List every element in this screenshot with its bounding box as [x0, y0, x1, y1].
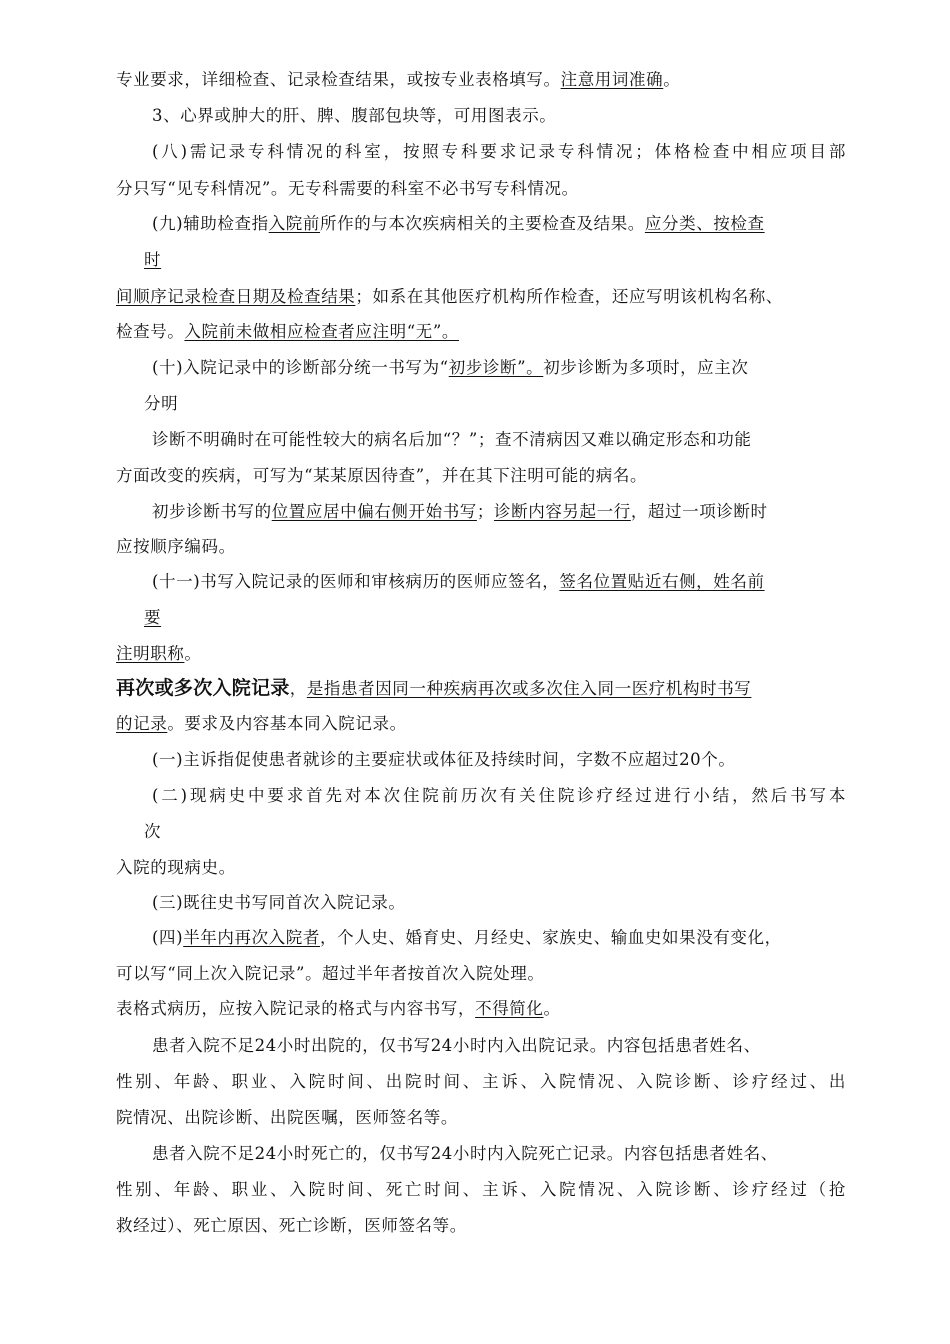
- text-line: [116, 464, 647, 488]
- text-line: [116, 1070, 846, 1094]
- text-run: ，个人史、婚育史、月经史、家族史、输血史如果没有变化，: [320, 928, 782, 947]
- text-run: ，超过一项诊断时: [630, 502, 768, 521]
- text-run: (四): [152, 928, 184, 947]
- underlined-text: 半年内再次入院者: [183, 928, 320, 947]
- text-run: 诊断不明确时在可能性较大的病名后加“？”；查不清病因又难以确定形态和功能: [152, 430, 752, 449]
- underlined-text: 注意用词准确: [560, 70, 664, 89]
- text-line: [144, 820, 161, 844]
- text-run: ；如系在其他医疗机构所作检查，还应写明该机构名称、: [355, 287, 783, 306]
- text-line: [116, 68, 680, 92]
- text-run: 分只写“见专科情况”。无专科需要的科室不必书写专科情况。: [116, 179, 579, 198]
- text-run: 患者入院不足24小时死亡的，仅书写24小时内入院死亡记录。内容包括患者姓名、: [152, 1144, 778, 1163]
- text-run: 应按顺序编码。: [116, 537, 236, 556]
- text-run: 方面改变的疾病，可写为“某某原因待查”，并在其下注明可能的病名。: [116, 466, 648, 485]
- text-run: (九)辅助检查指: [152, 214, 269, 233]
- text-run: 院情况、出院诊断、出院医嘱，医师签名等。: [116, 1108, 458, 1127]
- text-line: [116, 1106, 458, 1130]
- text-run: 入院的现病史。: [116, 858, 236, 877]
- text-run: 。要求及内容基本同入院记录。: [167, 714, 407, 733]
- text-run: 次: [144, 822, 162, 841]
- text-line: [152, 926, 782, 950]
- underlined-text: 的记录: [116, 714, 168, 733]
- text-run: 专业要求，详细检查、记录检查结果，或按专业表格填写。: [116, 70, 561, 89]
- underlined-text: 入院前: [268, 214, 320, 233]
- text-run: 。: [184, 644, 202, 663]
- text-line: [152, 428, 751, 452]
- text-run: ；: [476, 502, 495, 521]
- text-run: (十)入院记录中的诊断部分统一书写为“: [152, 358, 449, 377]
- text-run: (一)主诉指促使患者就诊的主要症状或体征及持续时间，字数不应超过20个。: [152, 750, 736, 769]
- text-line: [116, 320, 459, 344]
- text-line: [152, 140, 846, 164]
- text-run: (三)既往史书写同首次入院记录。: [152, 893, 406, 912]
- underlined-text: 要: [144, 608, 162, 627]
- underlined-text: 时: [144, 250, 162, 269]
- text-line: [116, 997, 561, 1021]
- text-line: [152, 500, 768, 524]
- underlined-text: 签名位置贴近右侧，姓名前: [559, 572, 765, 591]
- text-line: [116, 962, 544, 986]
- text-run: 救经过）、死亡原因、死亡诊断，医师签名等。: [116, 1216, 467, 1235]
- text-line: [152, 570, 765, 594]
- text-run: 分明: [144, 394, 179, 413]
- text-line: [152, 891, 405, 915]
- section-heading: 再次或多次入院记录: [116, 677, 290, 699]
- text-line: [144, 606, 161, 630]
- text-run: 表格式病历，应按入院记录的格式与内容书写，: [116, 999, 476, 1018]
- text-run: 性别、年龄、职业、入院时间、出院时间、主诉、入院情况、入院诊断、诊疗经过、出: [116, 1072, 846, 1091]
- text-line: [116, 177, 579, 201]
- text-run: 检查号。: [116, 322, 185, 341]
- text-run: ，: [289, 679, 307, 698]
- text-run: 性别、年龄、职业、入院时间、死亡时间、主诉、入院情况、入院诊断、诊疗经过（抢: [116, 1180, 846, 1199]
- text-line: [116, 535, 236, 559]
- text-line: [144, 248, 161, 272]
- text-run: (二)现病史中要求首先对本次住院前历次有关住院诊疗经过进行小结，然后书写本: [152, 786, 846, 805]
- text-run: (八)需记录专科情况的科室，按照专科要求记录专科情况；体格检查中相应项目部: [152, 142, 846, 161]
- underlined-text: 注明职称: [116, 644, 185, 663]
- text-run: 所作的与本次疾病相关的主要检查及结果。: [320, 214, 645, 233]
- underlined-text: 间顺序记录检查日期及检查结果: [116, 287, 356, 306]
- underlined-text: 位置应居中偏右侧开始书写: [271, 502, 477, 521]
- text-run: (十一)书写入院记录的医师和审核病历的医师应签名，: [152, 572, 560, 591]
- text-line: [116, 712, 407, 736]
- text-line: [152, 212, 765, 236]
- text-line: [152, 356, 748, 380]
- text-line: [152, 784, 846, 808]
- text-run: 初步诊断书写的: [152, 502, 272, 521]
- section-heading-line: [116, 676, 751, 700]
- text-line: [144, 392, 178, 416]
- text-line: [116, 1178, 846, 1202]
- underlined-text: 诊断内容另起一行: [494, 502, 631, 521]
- underlined-text: 初步诊断”。: [448, 358, 544, 377]
- text-run: 3、心界或肿大的肝、脾、腹部包块等，可用图表示。: [152, 106, 557, 125]
- text-line: [152, 104, 556, 128]
- underlined-text: 应分类、按检查: [644, 214, 765, 233]
- text-line: [116, 285, 783, 309]
- text-line: [116, 856, 236, 880]
- text-line: [152, 748, 735, 772]
- text-line: [152, 1034, 761, 1058]
- text-run: 。: [663, 70, 681, 89]
- text-line: [116, 1214, 467, 1238]
- text-line: [116, 642, 202, 666]
- text-run: 可以写“同上次入院记录”。超过半年者按首次入院处理。: [116, 964, 545, 983]
- text-run: 。: [543, 999, 561, 1018]
- text-run: 初步诊断为多项时，应主次: [543, 358, 749, 377]
- text-line: [152, 1142, 778, 1166]
- underlined-text: 是指患者因同一种疾病再次或多次住入同一医疗机构时书写: [306, 679, 752, 698]
- underlined-text: 入院前未做相应检查者应注明“无”。: [184, 322, 459, 341]
- underlined-text: 不得简化: [475, 999, 544, 1018]
- text-run: 患者入院不足24小时出院的，仅书写24小时内入出院记录。内容包括患者姓名、: [152, 1036, 761, 1055]
